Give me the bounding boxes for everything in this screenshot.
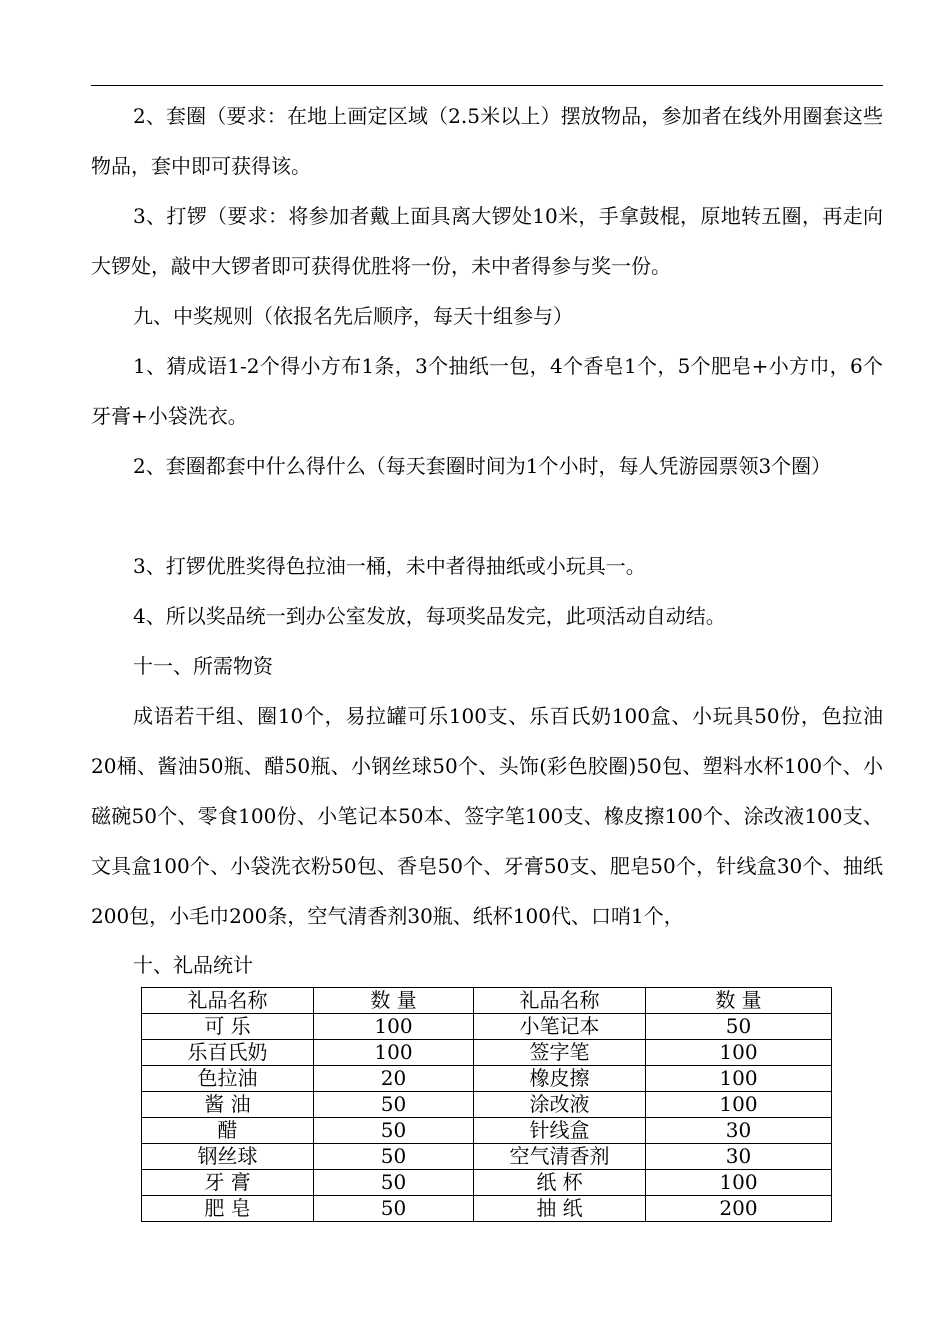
- gift-name-cell: 抽 纸: [474, 1196, 646, 1222]
- paragraph-prize-distribution: 4、所以奖品统一到办公室发放，每项奖品发完，此项活动自动结。: [133, 604, 726, 628]
- gift-name-cell: 空气清香剂: [474, 1144, 646, 1170]
- gift-name-cell: 签字笔: [474, 1040, 646, 1066]
- header-quantity: 数 量: [314, 988, 474, 1014]
- quantity-cell: 100: [314, 1014, 474, 1040]
- gift-statistics-table: [141, 987, 832, 1222]
- table-row: [142, 1144, 832, 1170]
- table-row: [142, 1170, 832, 1196]
- quantity-cell: 100: [646, 1170, 832, 1196]
- gift-name-cell: 醋: [142, 1118, 314, 1144]
- paragraph-gong-prize: 3、打锣优胜奖得色拉油一桶，未中者得抽纸或小玩具一。: [133, 554, 646, 578]
- table-row: [142, 1014, 832, 1040]
- header-gift-name: 礼品名称: [142, 988, 314, 1014]
- heading-required-materials: 十一、所需物资: [133, 654, 273, 678]
- gift-name-cell: 牙 膏: [142, 1170, 314, 1196]
- table-row: [142, 1040, 832, 1066]
- gift-name-cell: 钢丝球: [142, 1144, 314, 1170]
- quantity-cell: 50: [314, 1170, 474, 1196]
- header-gift-name: 礼品名称: [474, 988, 646, 1014]
- header-quantity: 数 量: [646, 988, 832, 1014]
- paragraph-gong-requirement: 3、打锣（要求：将参加者戴上面具离大锣处10米，手拿鼓棍，原地转五圈，再走向大锣处，敲中大锣者即可获得优胜将一份，未中者得参与奖一份。: [91, 204, 883, 278]
- quantity-cell: 50: [314, 1144, 474, 1170]
- table-row: [142, 1092, 832, 1118]
- quantity-cell: 50: [314, 1118, 474, 1144]
- quantity-cell: 20: [314, 1066, 474, 1092]
- paragraph-ring-toss-requirement: 2、套圈（要求：在地上画定区域（2.5米以上）摆放物品，参加者在线外用圈套这些物品，套中即可获得该。: [91, 104, 883, 178]
- heading-prize-rules: 九、中奖规则（依报名先后顺序，每天十组参与）: [133, 304, 573, 328]
- quantity-cell: 30: [646, 1118, 832, 1144]
- quantity-cell: 50: [314, 1092, 474, 1118]
- gift-name-cell: 乐百氏奶: [142, 1040, 314, 1066]
- quantity-cell: 50: [646, 1014, 832, 1040]
- gift-name-cell: 酱 油: [142, 1092, 314, 1118]
- header-rule: [91, 85, 883, 86]
- quantity-cell: 50: [314, 1196, 474, 1222]
- gift-name-cell: 针线盒: [474, 1118, 646, 1144]
- gift-name-cell: 小笔记本: [474, 1014, 646, 1040]
- gift-name-cell: 肥 皂: [142, 1196, 314, 1222]
- gift-name-cell: 可 乐: [142, 1014, 314, 1040]
- quantity-cell: 100: [646, 1092, 832, 1118]
- table-header-row: [142, 988, 832, 1014]
- paragraph-idiom-prize: 1、猜成语1-2个得小方布1条，3个抽纸一包，4个香皂1个，5个肥皂+小方巾，6个牙膏+小袋洗衣。: [91, 354, 883, 428]
- quantity-cell: 200: [646, 1196, 832, 1222]
- paragraph-materials-list: 成语若干组、圈10个，易拉罐可乐100支、乐百氏奶100盒、小玩具50份，色拉油20桶、酱油50瓶、醋50瓶、小钢丝球50个、头饰(彩色胶圈)50包、塑料水杯100个、小磁碗50个、零食100份、小笔记本50本、签字笔100支、橡皮擦100个、涂改液100支、文具盒100个、小袋洗衣粉50包、香皂50个、牙膏50支、肥皂50个，针线盒30个、抽纸200包，小毛巾200条，空气清香剂30瓶、纸杯100代、口哨1个，: [91, 704, 883, 928]
- gift-name-cell: 橡皮擦: [474, 1066, 646, 1092]
- gift-name-cell: 纸 杯: [474, 1170, 646, 1196]
- gift-name-cell: 色拉油: [142, 1066, 314, 1092]
- table-row: [142, 1118, 832, 1144]
- quantity-cell: 30: [646, 1144, 832, 1170]
- table-row: [142, 1066, 832, 1092]
- gift-name-cell: 涂改液: [474, 1092, 646, 1118]
- heading-gift-statistics: 十、礼品统计: [133, 953, 253, 977]
- table-row: [142, 1196, 832, 1222]
- quantity-cell: 100: [646, 1066, 832, 1092]
- quantity-cell: 100: [646, 1040, 832, 1066]
- paragraph-ring-toss-prize: 2、套圈都套中什么得什么（每天套圈时间为1个小时，每人凭游园票领3个圈）: [133, 454, 832, 478]
- quantity-cell: 100: [314, 1040, 474, 1066]
